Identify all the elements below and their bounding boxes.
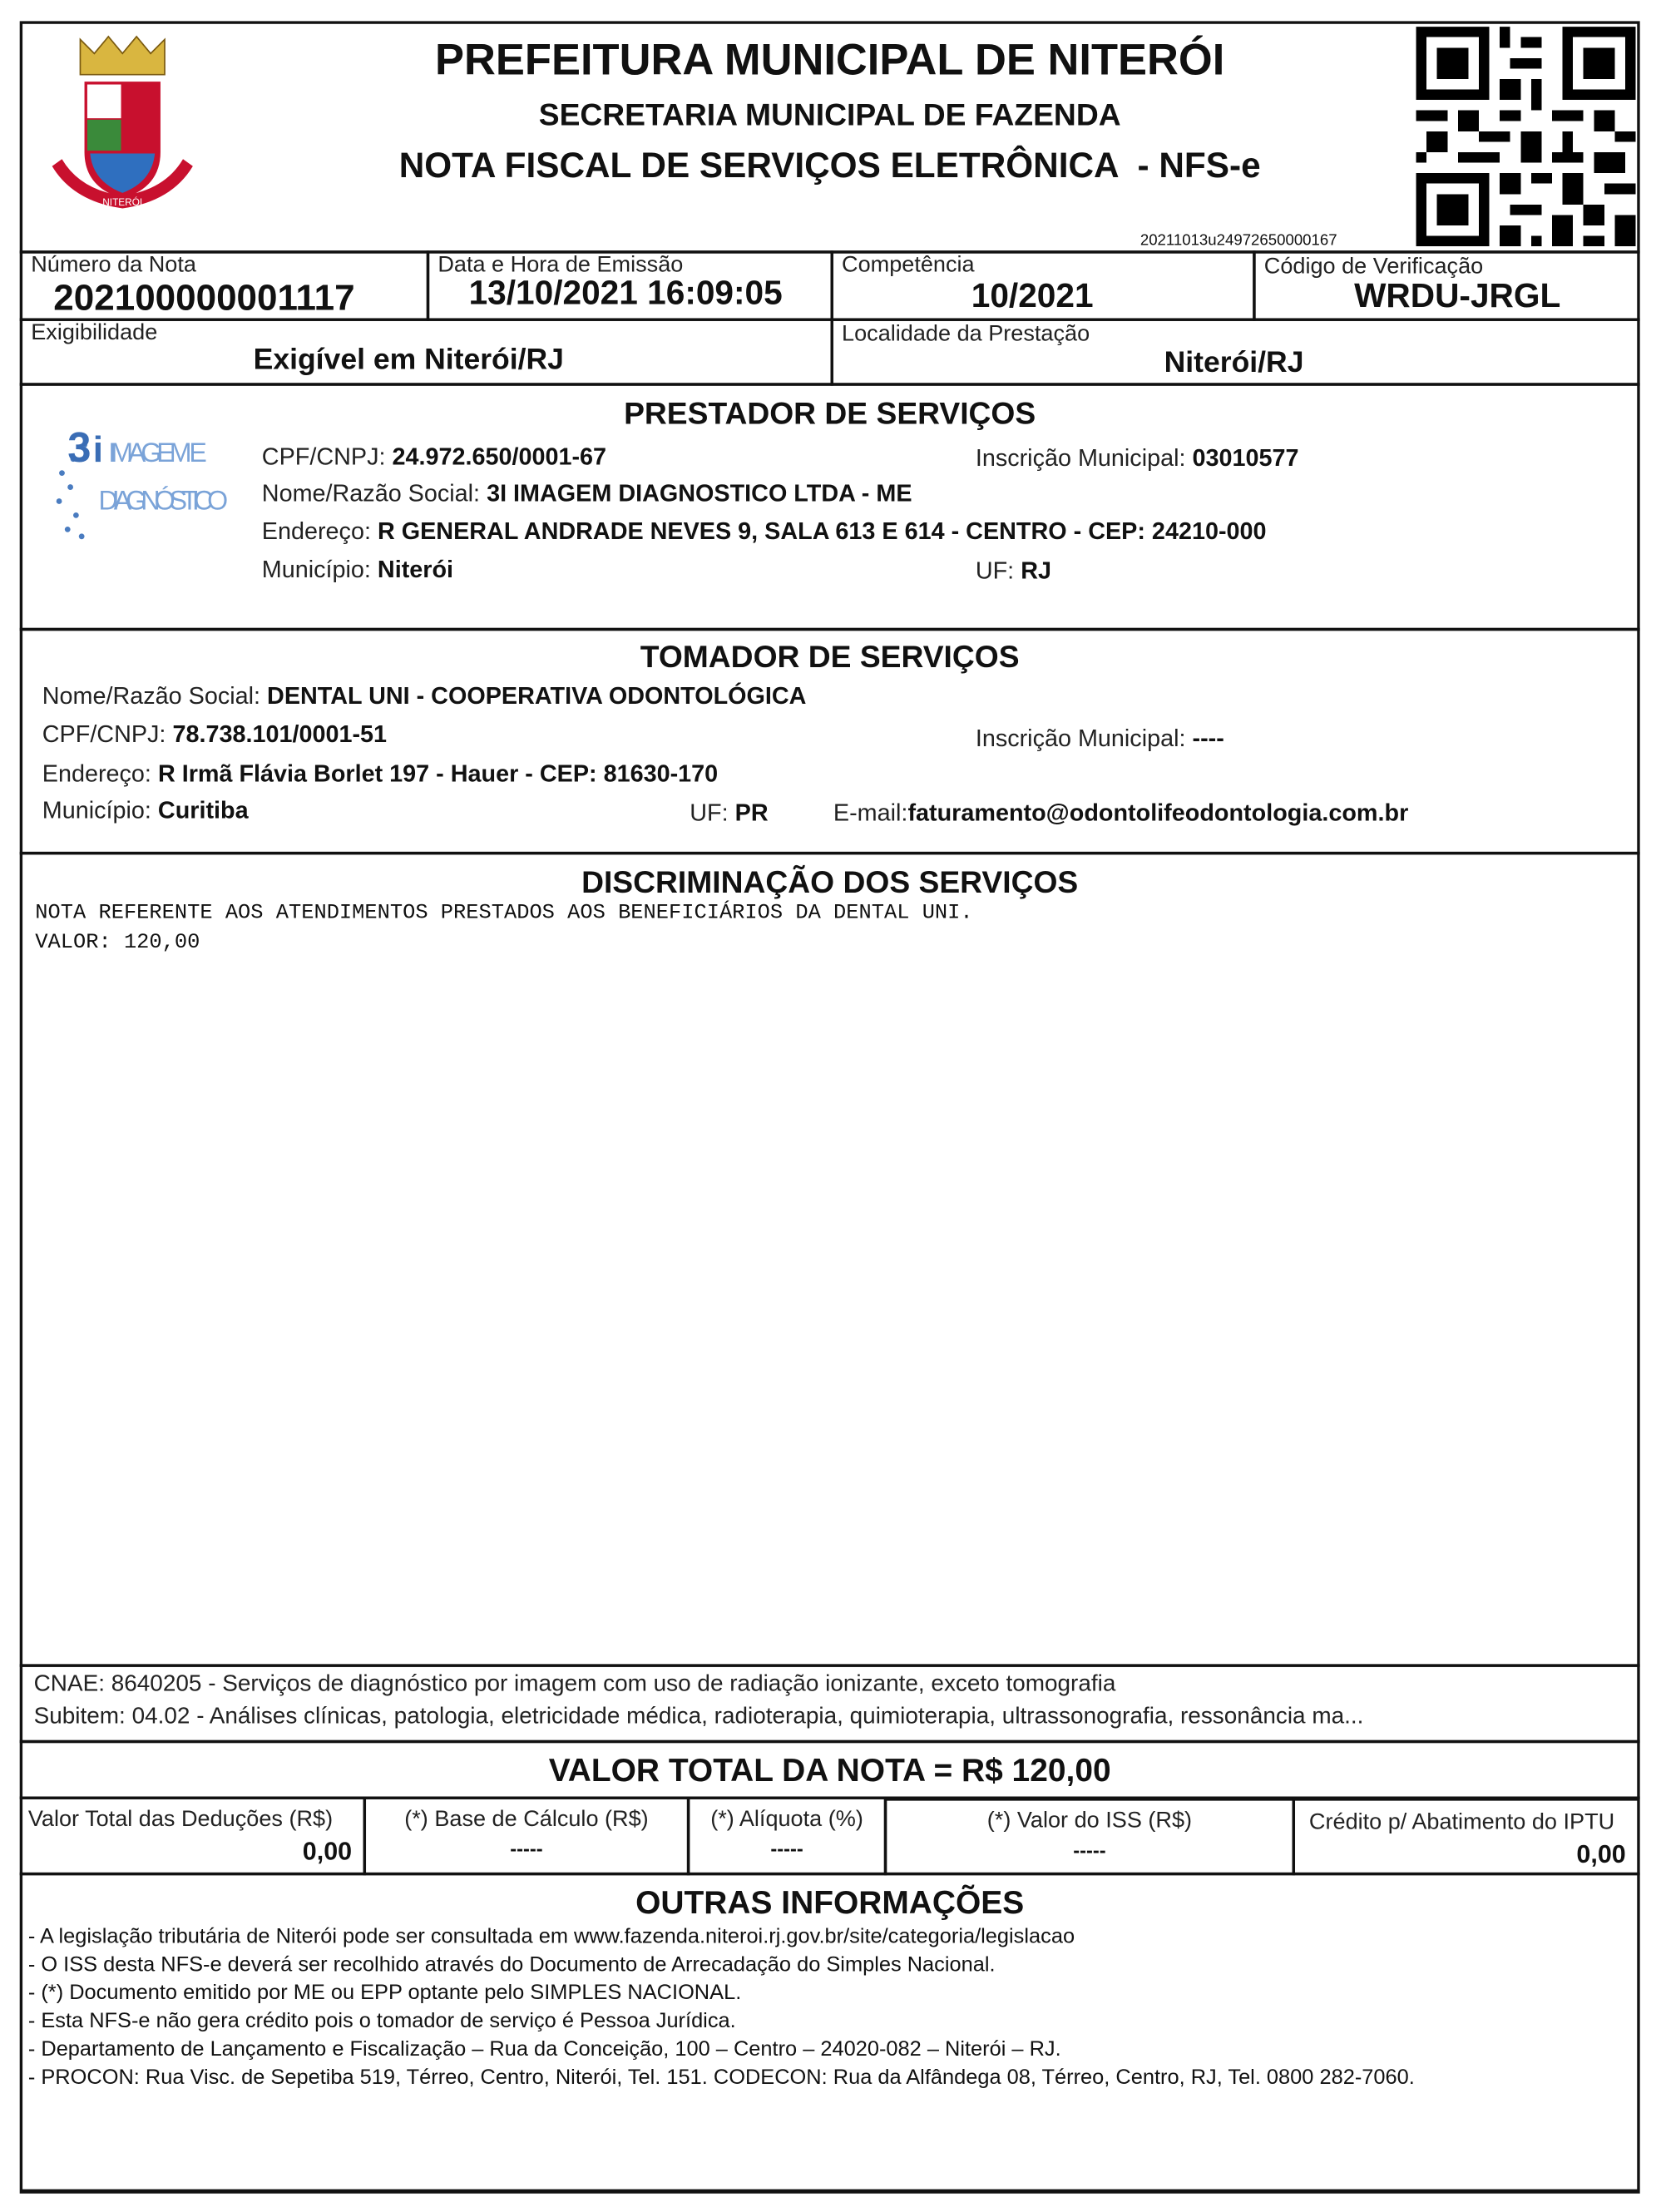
tax-label: Valor Total das Deduções (R$) [27, 1808, 334, 1832]
localidade-label: Localidade da Prestação [842, 322, 1090, 347]
exigibilidade-value: Exigível em Niterói/RJ [253, 343, 564, 376]
tomador-im-label: Inscrição Municipal: [975, 725, 1186, 752]
svg-text:NITERÓI: NITERÓI [102, 196, 143, 209]
document-type: NOTA FISCAL DE SERVIÇOS ELETRÔNICA - NFS-e [398, 146, 1261, 186]
localidade-cell [831, 318, 1640, 385]
tomador-cnpj-label: CPF/CNPJ: [42, 720, 166, 748]
prestador-municipio-value: Niterói [377, 556, 454, 583]
prestador-municipio-field [262, 556, 453, 584]
tax-value: 0,00 [302, 1837, 353, 1866]
data-emissao-label: Data e Hora de Emissão [437, 253, 684, 278]
tomador-im-value: ---- [1192, 725, 1224, 752]
tomador-endereco-field [42, 760, 718, 789]
tomador-municipio-value: Curitiba [157, 796, 249, 824]
competencia-cell [831, 250, 1256, 321]
tax-cell-base-calculo [363, 1797, 690, 1876]
tax-value: ----- [770, 1837, 803, 1860]
prestador-uf-field [976, 557, 1051, 586]
tomador-email-value: faturamento@odontolifeodontologia.com.br [907, 799, 1409, 827]
tax-cell-credito-iptu [1293, 1797, 1640, 1876]
niteroi-coat-of-arms-logo [45, 32, 200, 215]
header-title: PREFEITURA MUNICIPAL DE NITERÓI [435, 35, 1225, 85]
codigo-verificacao-label: Código de Verificação [1263, 255, 1484, 280]
competencia-value: 10/2021 [971, 277, 1094, 316]
header-section [20, 21, 1640, 253]
tomador-section [20, 628, 1640, 854]
tax-label: (*) Alíquota (%) [710, 1808, 863, 1832]
data-emissao-value: 13/10/2021 16:09:05 [468, 275, 783, 313]
tomador-nome-label: Nome/Razão Social: [42, 682, 261, 710]
outras-line: - PROCON: Rua Visc. de Sepetiba 519, Térreo, Centro, Niterói, Tel. 151. CODECON: Rua da Alfândega 08, Térreo, Centro, RJ, Tel. 0800 282-7060. [27, 2065, 1415, 2090]
tomador-municipio-label: Município: [42, 796, 151, 824]
svg-text:i: i [92, 429, 103, 471]
prestador-cnpj-field [262, 443, 606, 472]
svg-text:DIAGNÓSTICO: DIAGNÓSTICO [98, 485, 229, 516]
prestador-nome-label: Nome/Razão Social: [261, 480, 481, 507]
tax-cell-valor-iss [884, 1797, 1295, 1876]
svg-text:IMAGEM E: IMAGEM E [108, 438, 207, 468]
prestador-title: PRESTADOR DE SERVIÇOS [624, 395, 1036, 431]
tomador-endereco-value: R Irmã Flávia Borlet 197 - Hauer - CEP: 81630-170 [157, 760, 719, 788]
outras-informacoes-section [20, 1873, 1640, 2194]
discriminacao-line-2: VALOR: 120,00 [35, 930, 200, 955]
codigo-verificacao-value: WRDU-JRGL [1354, 277, 1561, 316]
tax-label: (*) Base de Cálculo (R$) [404, 1808, 649, 1832]
prestador-section [20, 383, 1640, 631]
prestador-uf-label: UF: [975, 557, 1015, 585]
tomador-uf-value: PR [734, 799, 769, 827]
localidade-value: Niterói/RJ [1164, 346, 1304, 379]
numero-nota-label: Número da Nota [31, 253, 196, 278]
prestador-nome-value: 3I IMAGEM DIAGNOSTICO LTDA - ME [487, 480, 912, 507]
data-emissao-cell [427, 250, 833, 321]
qr-code-icon [1416, 27, 1636, 246]
prestador-municipio-label: Município: [261, 556, 371, 583]
codigo-verificacao-cell [1253, 250, 1639, 321]
tomador-uf-field [690, 799, 768, 828]
outras-line: - A legislação tributária de Niterói pode ser consultada em www.fazenda.niteroi.rj.gov.br/site/categoria/legislacao [27, 1924, 1075, 1949]
prestador-endereco-field [262, 518, 1267, 547]
tax-label: Crédito p/ Abatimento do IPTU [1308, 1810, 1615, 1835]
header-subtitle: SECRETARIA MUNICIPAL DE FAZENDA [538, 96, 1121, 133]
prestador-im-field [976, 445, 1299, 473]
tax-cell-deducoes [20, 1797, 366, 1876]
tomador-email-label: E-mail: [833, 799, 908, 827]
outras-line: - Esta NFS-e não gera crédito pois o tomador de serviço é Pessoa Jurídica. [27, 2009, 736, 2033]
tomador-title: TOMADOR DE SERVIÇOS [640, 639, 1020, 675]
discriminacao-title: DISCRIMINAÇÃO DOS SERVIÇOS [581, 864, 1079, 900]
prestador-cnpj-label: CPF/CNPJ: [261, 443, 386, 471]
tax-value: ----- [510, 1837, 543, 1860]
outras-line: - O ISS desta NFS-e deverá ser recolhido através do Documento de Arrecadação do Simples Nacional. [27, 1952, 996, 1977]
prestador-uf-value: RJ [1021, 557, 1051, 585]
numero-nota-cell [20, 250, 429, 321]
tomador-im-field [976, 725, 1224, 754]
numero-nota-value: 202100000001117 [53, 275, 355, 319]
prestador-logo [42, 403, 232, 561]
cnae-line: CNAE: 8640205 - Serviços de diagnóstico por imagem com uso de radiação ionizante, exceto tomografia [33, 1670, 1116, 1697]
outras-title: OUTRAS INFORMAÇÕES [635, 1883, 1025, 1921]
discriminacao-section [20, 852, 1640, 1667]
tomador-uf-label: UF: [690, 799, 729, 827]
tomador-email-field [833, 799, 1408, 828]
tomador-nome-field [42, 683, 807, 711]
discriminacao-line-1: NOTA REFERENTE AOS ATENDIMENTOS PRESTADOS AOS BENEFICIÁRIOS DA DENTAL UNI. [35, 901, 973, 925]
tomador-cnpj-field [42, 721, 387, 750]
tomador-nome-value: DENTAL UNI - COOPERATIVA ODONTOLÓGICA [267, 682, 807, 710]
tax-cell-aliquota [687, 1797, 887, 1876]
svg-text:3: 3 [67, 423, 91, 472]
valor-total: VALOR TOTAL DA NOTA = R$ 120,00 [548, 1751, 1111, 1789]
exigibilidade-label: Exigibilidade [31, 320, 158, 345]
tax-value: 0,00 [1576, 1839, 1626, 1868]
cnae-section [20, 1664, 1640, 1743]
exigibilidade-cell [20, 318, 833, 385]
prestador-cnpj-value: 24.972.650/0001-67 [392, 443, 607, 471]
tax-label: (*) Valor do ISS (R$) [986, 1809, 1193, 1833]
tax-value: ----- [1073, 1838, 1106, 1862]
subitem-line: Subitem: 04.02 - Análises clínicas, patologia, eletricidade médica, radioterapia, quimioterapia, ultrassonografia, ressonância ma... [33, 1703, 1364, 1730]
prestador-endereco-label: Endereço: [261, 517, 371, 545]
tomador-cnpj-value: 78.738.101/0001-51 [172, 720, 388, 748]
tomador-endereco-label: Endereço: [42, 760, 151, 788]
outras-line: - (*) Documento emitido por ME ou EPP optante pelo SIMPLES NACIONAL. [27, 1981, 742, 2005]
competencia-label: Competência [842, 253, 975, 278]
prestador-im-label: Inscrição Municipal: [975, 444, 1186, 472]
prestador-im-value: 03010577 [1192, 444, 1299, 472]
prestador-nome-field [262, 480, 912, 508]
qr-code-text: 20211013u24972650000167 [1139, 232, 1337, 250]
outras-line: - Departamento de Lançamento e Fiscalização – Rua da Conceição, 100 – Centro – 24020-082 – Niterói – RJ. [27, 2036, 1061, 2061]
tomador-municipio-field [42, 797, 249, 825]
valor-total-section [20, 1740, 1640, 1799]
prestador-endereco-value: R GENERAL ANDRADE NEVES 9, SALA 613 E 614 - CENTRO - CEP: 24210-000 [377, 517, 1267, 545]
